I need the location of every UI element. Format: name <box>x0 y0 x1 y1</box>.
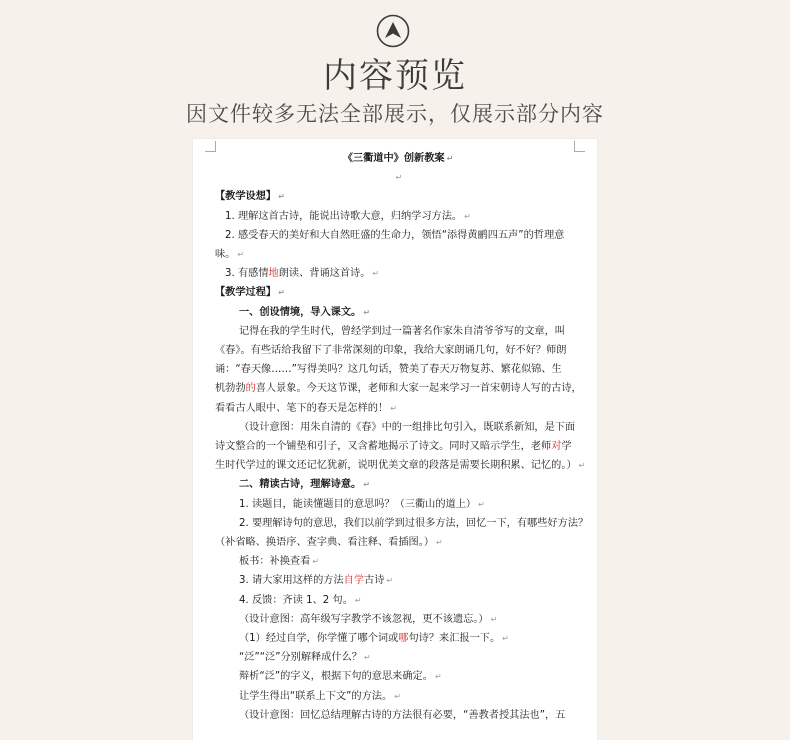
document-line: 味。 ↵ <box>215 249 245 261</box>
document-line: 诵：“春天像……”写得美吗？这几句话，赞美了春天万物复苏、繁花似锦、生 <box>215 364 562 376</box>
document-line: 2. 要理解诗句的意思，我们以前学到过很多方法，回忆一下，有哪些好方法？ <box>239 517 589 529</box>
page-subtitle: 因文件较多无法全部展示，仅展示部分内容 <box>186 102 604 126</box>
highlighted-text: 地 <box>268 268 279 280</box>
document-line: “泛”“泛”分别解释成什么？ ↵ <box>239 652 371 664</box>
document-line: 2. 感受春天的美好和大自然旺盛的生命力，领悟“添得黄鹂四五声”的哲理意 <box>225 229 565 241</box>
up-arrow-circle-icon <box>376 14 410 48</box>
paragraph-mark: ↵ <box>436 538 443 548</box>
document-line: 机勃勃的喜人景象。今天这节课，老师和大家一起来学习一首宋朝诗人写的古诗， <box>215 383 582 395</box>
document-line: （设计意图：回忆总结理解古诗的方法很有必要，“善教者授其法也”，五 <box>239 709 566 721</box>
document-line: 3. 请大家用这样的方法自学古诗 ↵ <box>239 575 394 587</box>
page-title: 内容预览 <box>323 56 467 96</box>
paragraph-mark: ↵ <box>278 192 285 202</box>
document-line: （设计意图：用朱自清的《春》中的一组排比句引入，既联系新知，是下面 <box>239 421 576 433</box>
document-line: 板书：补换查看 ↵ <box>239 556 320 568</box>
document-line: 4. 反馈：齐读 1、2 句。 ↵ <box>239 594 362 606</box>
document-line: 辩析“泛”的字义，根据下句的意思来确定。 ↵ <box>239 671 442 683</box>
document-line: 记得在我的学生时代，曾经学到过一篇著名作家朱自清爷爷写的文章，叫 <box>239 325 565 337</box>
document-line: （1）经过自学，你学懂了哪个词或哪句诗？来汇报一下。 ↵ <box>239 633 509 645</box>
paragraph-mark: ↵ <box>434 672 442 682</box>
paragraph-mark: ↵ <box>278 288 285 298</box>
highlighted-text: 哪 <box>398 633 409 645</box>
paragraph-mark: ↵ <box>364 653 371 663</box>
highlighted-text: 的 <box>245 383 256 395</box>
paragraph-mark: ↵ <box>372 269 380 279</box>
document-line: 1. 读题目，能读懂题目的意思吗？（三衢山的道上） ↵ <box>239 498 485 510</box>
document-title: 《三衢道中》创新教案 ↵ <box>342 153 454 164</box>
document-line: 【教学设想】 ↵ <box>215 191 285 203</box>
highlighted-text: 对 <box>551 441 562 453</box>
paragraph-mark: ↵ <box>578 461 586 471</box>
document-line: 让学生得出“联系上下文”的方法。 ↵ <box>239 690 401 702</box>
document-line: 一、创设情境，导入课文。 ↵ <box>239 306 370 318</box>
highlighted-text: 自学 <box>343 575 365 587</box>
paragraph-mark: ↵ <box>464 211 471 221</box>
paragraph-mark: ↵ <box>502 634 509 644</box>
paragraph-mark: ↵ <box>394 691 401 701</box>
paragraph-mark: ↵ <box>490 614 498 624</box>
document-line: 3. 有感情地朗读、背诵这首诗。 ↵ <box>225 268 380 280</box>
document-line: 1. 理解这首古诗，能说出诗歌大意，归纳学习方法。 ↵ <box>225 210 471 222</box>
blank-line: ↵ <box>395 173 403 183</box>
paragraph-mark: ↵ <box>386 576 394 586</box>
document-line: 诗文整合的一个铺垫和引子，又含蓄地揭示了诗文。同时又暗示学生，老师对学 <box>215 441 572 453</box>
paragraph-mark: ↵ <box>312 557 320 567</box>
document-preview <box>193 139 597 740</box>
paragraph-mark: ↵ <box>363 307 370 317</box>
document-line: 《春》。有些话给我留下了非常深刻的印象，我给大家朗诵几句，好不好？师朗 <box>215 345 567 357</box>
paragraph-mark: ↵ <box>237 250 245 260</box>
paragraph-mark: ↵ <box>363 480 370 490</box>
document-body <box>215 149 589 725</box>
document-line: 二、精读古诗，理解诗意。 ↵ <box>239 479 370 491</box>
document-line: 看看古人眼中、笔下的春天是怎样的！ ↵ <box>215 402 397 414</box>
document-line: （补省略、换语序、查字典、看注释、看插图。） ↵ <box>215 537 443 549</box>
document-line: 生时代学过的课文还记忆犹新，说明优美文章的段落是需要长期积累、记忆的。） ↵ <box>215 460 586 472</box>
document-line: 【教学过程】 ↵ <box>215 287 285 299</box>
paragraph-mark: ↵ <box>478 499 485 509</box>
paragraph-mark: ↵ <box>354 595 362 605</box>
paragraph-mark: ↵ <box>390 403 397 413</box>
document-line: （设计意图：高年级写字教学不该忽视，更不该遗忘。） ↵ <box>239 613 498 625</box>
